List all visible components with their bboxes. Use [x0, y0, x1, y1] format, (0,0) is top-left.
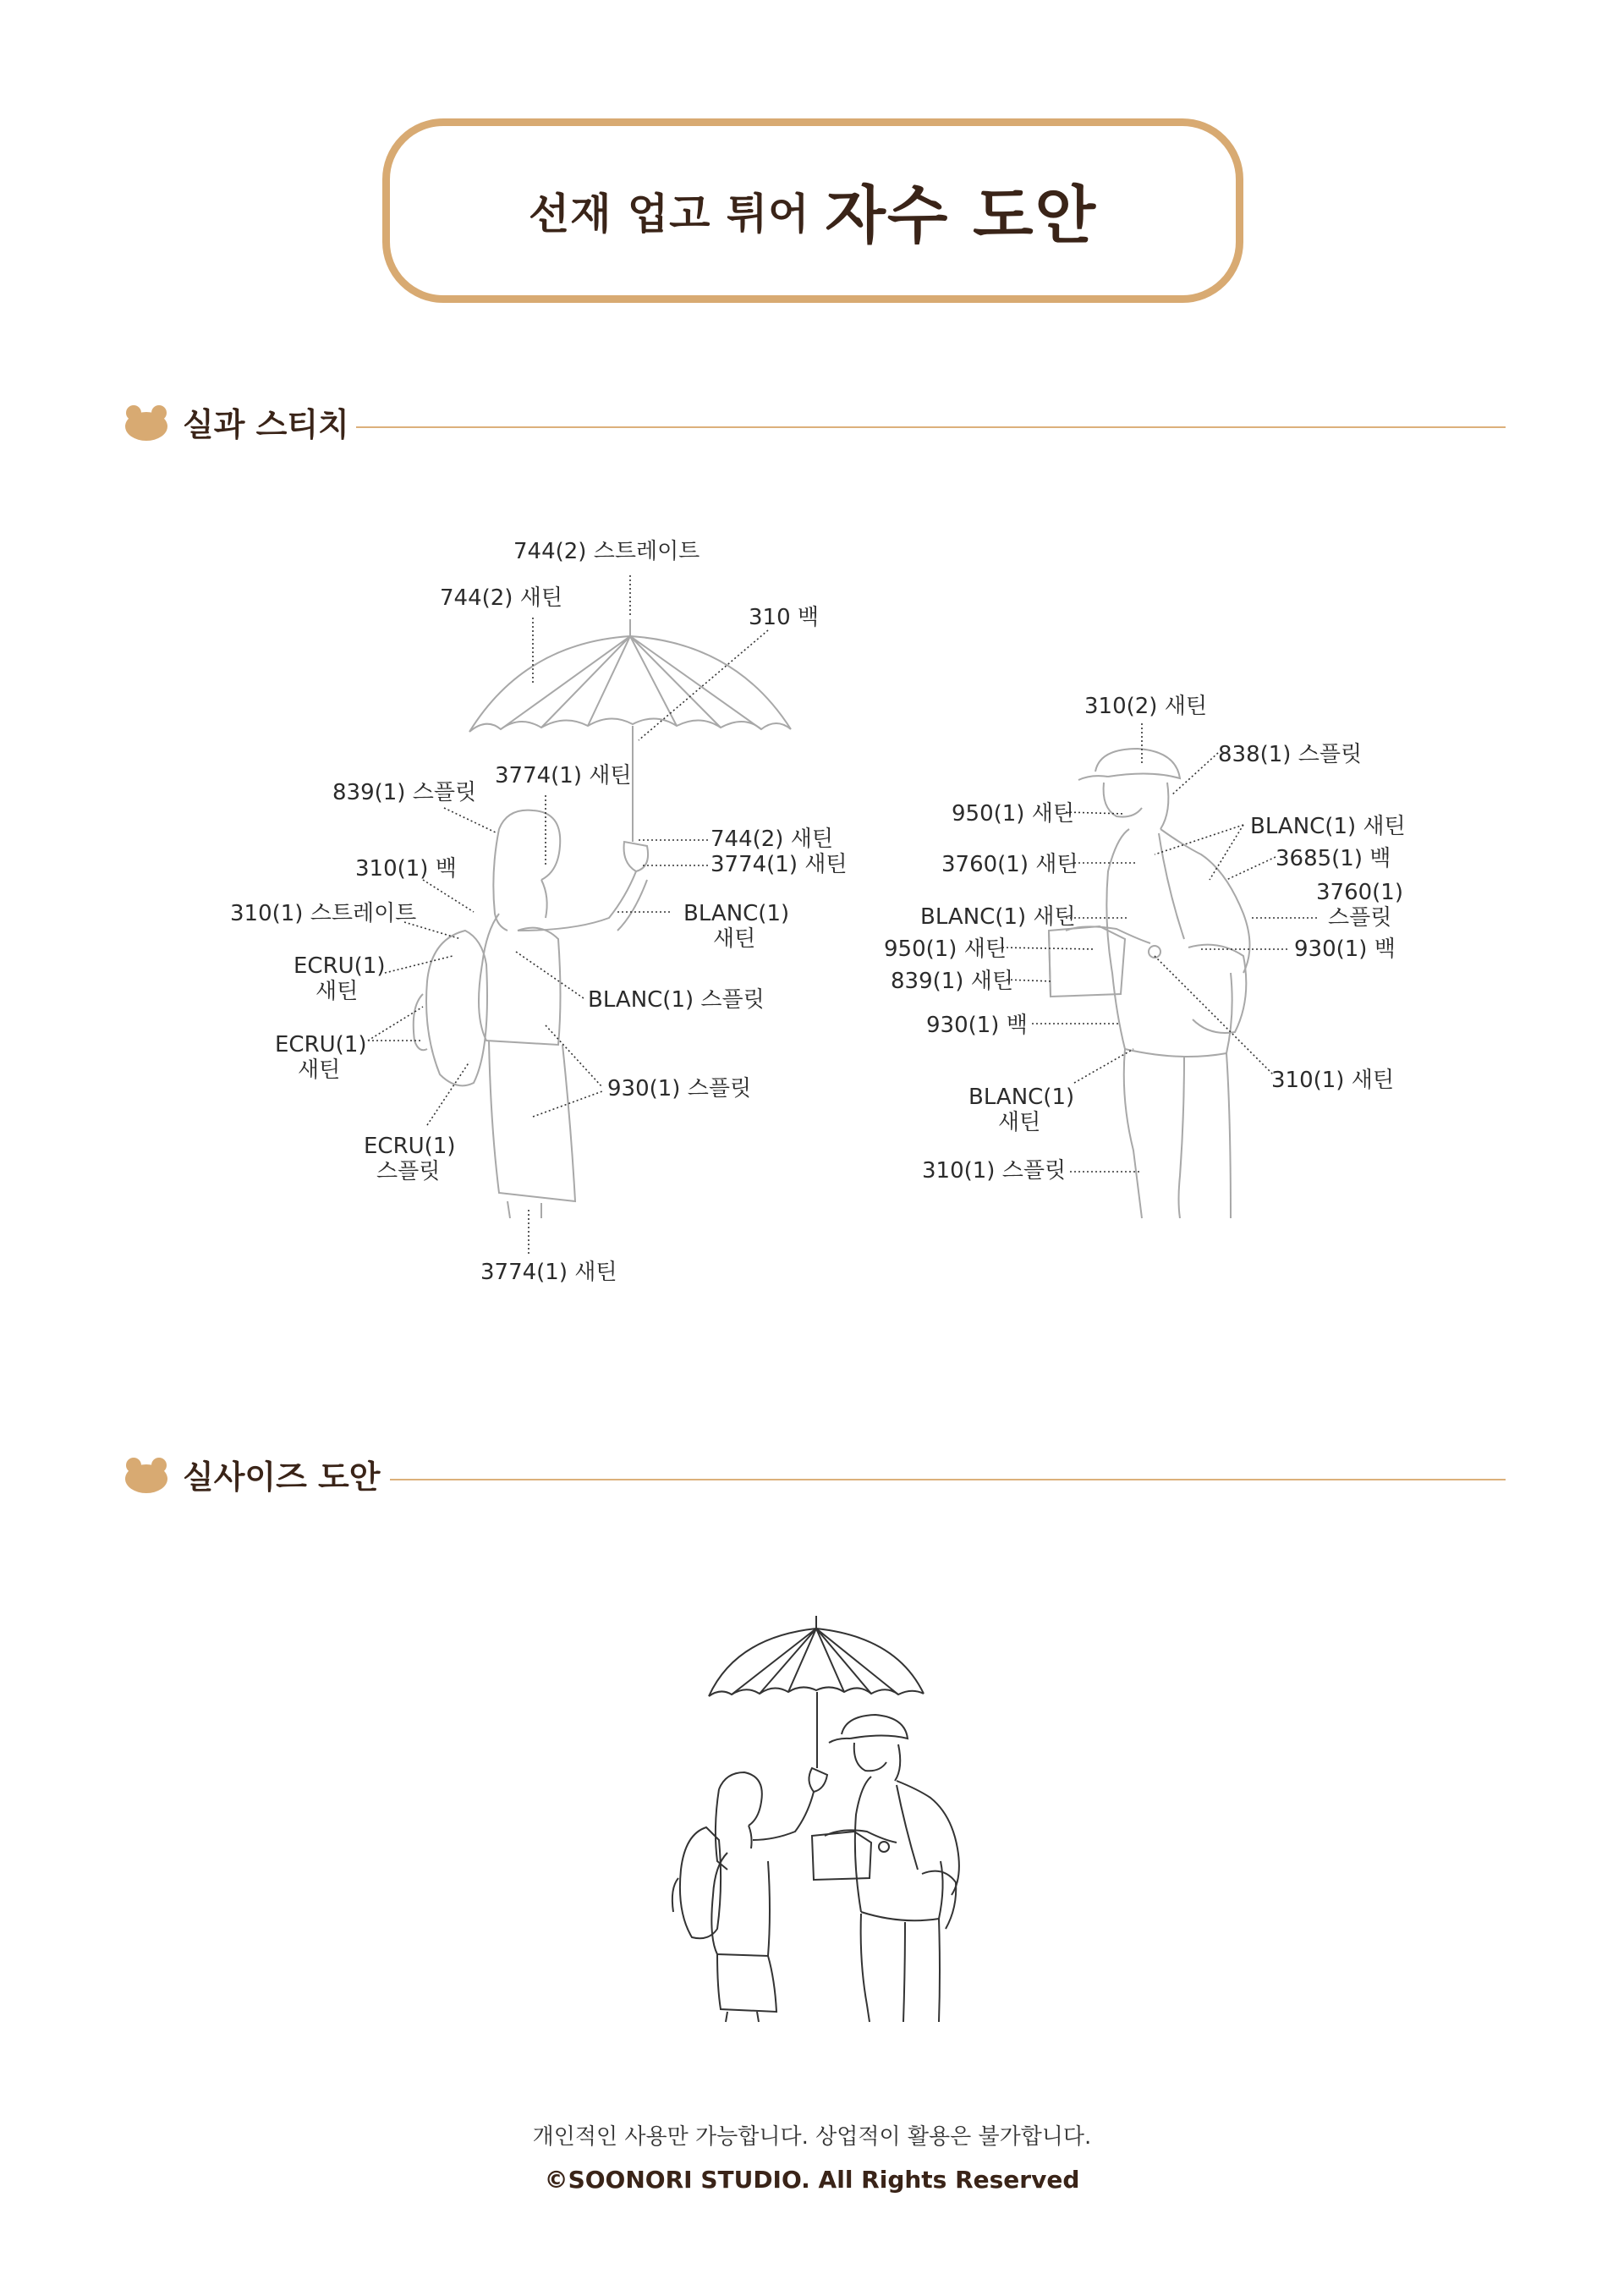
label-umbrella-shaft: 310 백 — [749, 605, 820, 630]
title-big: 자수 도안 — [825, 179, 1098, 252]
label-girl-face: 3774(1) 새틴 — [495, 763, 632, 788]
label-boy-bag-b: 스플릿 — [1328, 905, 1392, 931]
label-girl-top: BLANC(1) 스플릿 — [588, 987, 765, 1013]
label-girl-legs: 3774(1) 새틴 — [480, 1260, 617, 1285]
section-title: 실과 스티치 — [183, 406, 349, 443]
label-girl-hand: 3774(1) 새틴 — [710, 852, 848, 877]
label-boy-cap: 310(2) 새틴 — [1084, 694, 1207, 719]
label-umbrella-canopy: 744(2) 새틴 — [440, 585, 562, 611]
label-boy-face: 950(1) 새틴 — [952, 801, 1074, 827]
label-girl-hair: 839(1) 스플릿 — [332, 780, 477, 805]
label-boy-shirt: BLANC(1) 새틴 — [920, 904, 1076, 930]
label-backpack-a: ECRU(1) — [294, 953, 386, 979]
label-backpack-b: 새틴 — [315, 979, 359, 1004]
label-girl-sleeve-a: BLANC(1) — [683, 901, 790, 926]
boy-figure — [1049, 749, 1250, 1218]
actual-size-pattern — [672, 1616, 959, 2022]
label-boy-bag-a: 3760(1) — [1316, 880, 1403, 905]
label-boy-pants-b: 새틴 — [998, 1110, 1041, 1135]
label-boy-hair: 838(1) 스플릿 — [1218, 742, 1363, 767]
label-boy-collar: BLANC(1) 새틴 — [1250, 814, 1406, 839]
label-umbrella-handle: 744(2) 새틴 — [710, 827, 833, 852]
label-boy-pants-a: BLANC(1) — [968, 1085, 1075, 1110]
label-girl-strap: 310(1) 스트레이트 — [230, 901, 417, 926]
label-pocket-b: 새틴 — [298, 1057, 341, 1083]
section-title: 실사이즈 도안 — [183, 1458, 381, 1496]
label-girl-hair-outline: 310(1) 백 — [355, 856, 457, 882]
label-boy-strap: 3685(1) 백 — [1276, 846, 1391, 871]
label-girl-skirt: 930(1) 스플릿 — [607, 1076, 752, 1101]
copyright: ©SOONORI STUDIO. All Rights Reserved — [544, 2166, 1080, 2194]
label-boy-hand: 950(1) 새틴 — [884, 937, 1007, 962]
label-box: 839(1) 새틴 — [891, 969, 1013, 994]
label-boy-jacket: 3760(1) 새틴 — [941, 852, 1078, 877]
boy-labels — [884, 694, 1406, 1184]
label-boy-jacket-outline: 930(1) 백 — [926, 1013, 1028, 1038]
label-boy-watch: 310(1) 새틴 — [1271, 1068, 1394, 1093]
label-backpack-edge-b: 스플릿 — [376, 1159, 441, 1184]
label-backpack-edge-a: ECRU(1) — [364, 1134, 456, 1159]
label-pocket-a: ECRU(1) — [275, 1032, 367, 1057]
label-boy-legs: 310(1) 스플릿 — [922, 1158, 1067, 1184]
label-boy-sleeve: 930(1) 백 — [1294, 937, 1396, 962]
usage-notice: 개인적인 사용만 가능합니다. 상업적이 활용은 불가합니다. — [532, 2124, 1092, 2150]
title-small: 선재 업고 튀어 — [528, 190, 810, 239]
label-umbrella-tip: 744(2) 스트레이트 — [513, 539, 700, 564]
girl-labels — [230, 539, 848, 1285]
label-girl-sleeve-b: 새틴 — [713, 926, 756, 952]
